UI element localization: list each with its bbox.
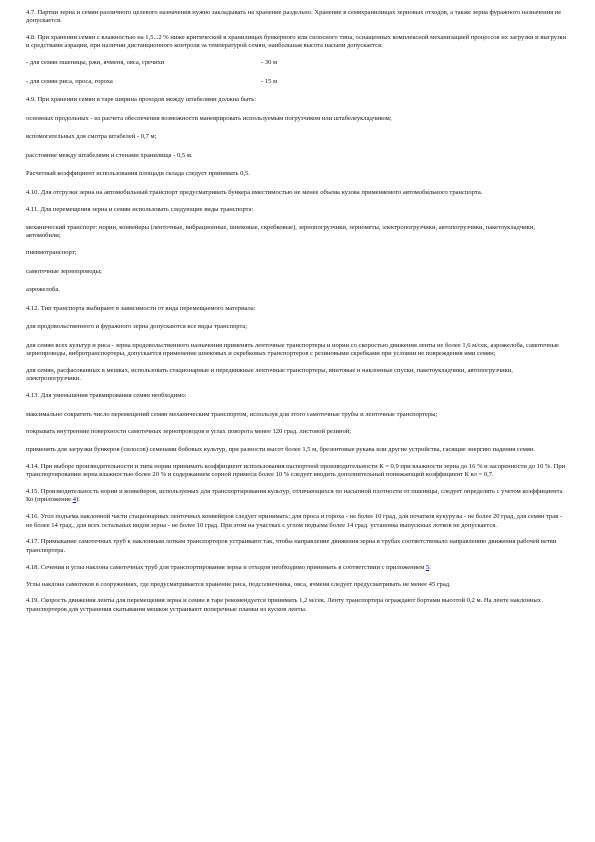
paragraph-4-12-food-feed: для продовольственного и фуражного зерна допускаются все виды транспорта; [26,323,248,331]
paragraph-4-12: 4.12. Тип транспорта выбирают в зависимости от вида перемещаемого материала: [26,304,256,312]
paragraph-4-15-text: 4.15. Производительность нории и конвейеров, используемых для транспортирования культур, отличающихся по насыпной плотности от пшеницы, следует определять с учетом коэффициента Ко (приложение [26,488,563,504]
paragraph-4-10: 4.10. Для отгрузки зерна на автомобильный транспорт предусматривать бункера вместимостью не менее объема кузова применяемого автомобильного транспорта. [26,188,483,196]
paragraph-4-13: 4.13. Для уменьшения травмирования семян необходимо: [26,392,187,400]
paragraph-4-9: 4.9. При хранении семян в таре ширина проходов между штабелями должна быть: [26,96,257,104]
paragraph-4-9-wall-distance: расстояние между штабелями и стенами хранилища - 0,5 м. [26,151,193,159]
paragraph-4-11-aero: аэрожелоба. [26,286,60,294]
paragraph-4-12-seeds: для семян всех культур и риса - зерна продовольственного назначения применять ленточные транспортеры и нории со скоростью движения ленты не более 1,6 м/сек, аэрожелоба, самотечные зернопроводы, вибротранспортеры, допускается применение шнековых и скребковых транспортеров с резиновыми скребками при условии не повреждения ими семян; [26,341,559,358]
paragraph-4-11-pneumatic: пневмотранспорт; [26,249,77,257]
height-row-rice-value: - 15 м [261,77,278,85]
paragraph-4-9-coefficient: Расчетный коэффициент использования площади склада следует принимать 0,5. [26,170,250,178]
paragraph-4-14: 4.14. При выборе производительности и типа нории принимать коэффициент использования паспортной производительности К = 0,9 при влажности зерна до 16 % и засоренности до 10 %. При транспортировании зерна влажностью более 20 % и содержанием сорной примеси более 10 % следует вводить дополнительный понижающий коэффициент К вл = 0,7. [26,462,566,479]
height-row-rice-label: - для семян риса, проса, гороха [26,77,113,85]
paragraph-4-18-text: 4.18. Сечения и углы наклона самотечных труб для транспортирования зерна и отходов необходимо принимать в соответствии с приложением [26,563,426,571]
paragraph-4-15-text-end: ). [75,496,80,504]
paragraph-4-11-gravity: самотечные зернопроводы; [26,267,102,275]
height-row-wheat-value: - 30 м [261,59,278,67]
paragraph-4-13-rubber: покрывать внутренние поверхности самотечных зернопроводов в углах поворота менее 120 град. листовой резиной; [26,427,352,435]
appendix-5-link[interactable]: 5 [425,563,430,571]
paragraph-4-18-angles: Углы наклона самотеков в сооружениях, где предусматривается хранение риса, подсолнечника, овса, ячменя следует предусматривать не менее 45 град. [26,580,451,588]
paragraph-4-18-text-end: . [429,563,431,571]
paragraph-4-11-mechanical: механический транспорт: нории, конвейеры (ленточные, вибрационные, шнековые, скребковые), зернопогрузчики, зернометы, электропогрузчики, автопогрузчики, пакетоукладчики, автомобили; [26,224,535,240]
paragraph-4-19: 4.19. Скорость движения ленты для перемещения зерна и семян в таре рекомендуется принимать 1,2 м/сек. Ленту транспортера ограждают бортами высотой 0,2 м. На ленте наклонных транспортеров для устранения скатывания мешков устраивают поперечные планки из кусков ленты. [26,597,542,613]
height-row-wheat [26,59,569,67]
paragraph-4-9-aux-aisles: вспомогательных для смотра штабелей - 0,7 м; [26,133,157,141]
height-row-rice [26,78,569,86]
paragraph-4-8: 4.8. При хранении семян с влажностью на 1,5...2 % ниже критической в хранилищах бункерного или силосного типа, оснащенных комплексной механизацией процессов их загрузки и выгрузки и средствами аэрации, при наличии дистанционного контроля за температурой семян, наибольшая высота насыпи допускается: [26,34,567,50]
paragraph-4-11: 4.11. Для перемещения зерна и семян использовать следующие виды транспорта: [26,205,254,213]
paragraph-4-7: 4.7. Партии зерна и семян различного целевого назначения нужно закладывать на хранение раздельно. Хранение в семяхранилищах зерновых отходов, а также зерна фуражного назначения не допускается. [26,9,562,25]
paragraph-4-18 [26,564,569,572]
height-row-wheat-label: - для семян пшеницы, ржи, ячменя, овса, гречихи [26,59,165,67]
paragraph-4-9-main-aisles: основных продольных - из расчета обеспечения возможности маневрировать используемым погрузчиком или штабелеукладчиком; [26,114,392,122]
appendix-4-link[interactable]: 4 [72,496,76,504]
paragraph-4-12-bags: для семян, расфасованных в мешках, использовать стационарные и передвижные ленточные транспортеры, винтовые и наклонные спуски, пакетоукладчики, автопогрузчики, электропогрузчики. [26,366,513,383]
paragraph-4-13-sleeves: применять для загрузки бункеров (силосов) семенами бобовых культур, при разности высот более 1,5 м, брезентовые рукава или другие устройства, гасящие энергию падения семян. [26,445,536,453]
paragraph-4-13-reduce: максимально сократить число перемещений семян механическим транспортом, используя для этого самотечные трубы и ленточные транспортеры; [26,410,438,418]
paragraph-4-16: 4.16. Угол подъема наклонной части стационарных ленточных конвейеров следует принимать: для проса и гороха - не более 10 град, для початков кукурузы - не более 20 град, для семян трав - не более 14 град., для всех остальных видов зерна - не более 10 град. При этом на участках с углом подъема более 14 град. установка выпускных лотков не допускается. [26,513,563,529]
paragraph-4-17: 4.17. Примыкание самотечных труб к наклонным лоткам транспортеров устраивают так, чтобы направление движения зерна в трубах соответствовало направлению движения рабочей ветви транспортера. [26,538,557,554]
paragraph-4-15 [26,488,569,505]
